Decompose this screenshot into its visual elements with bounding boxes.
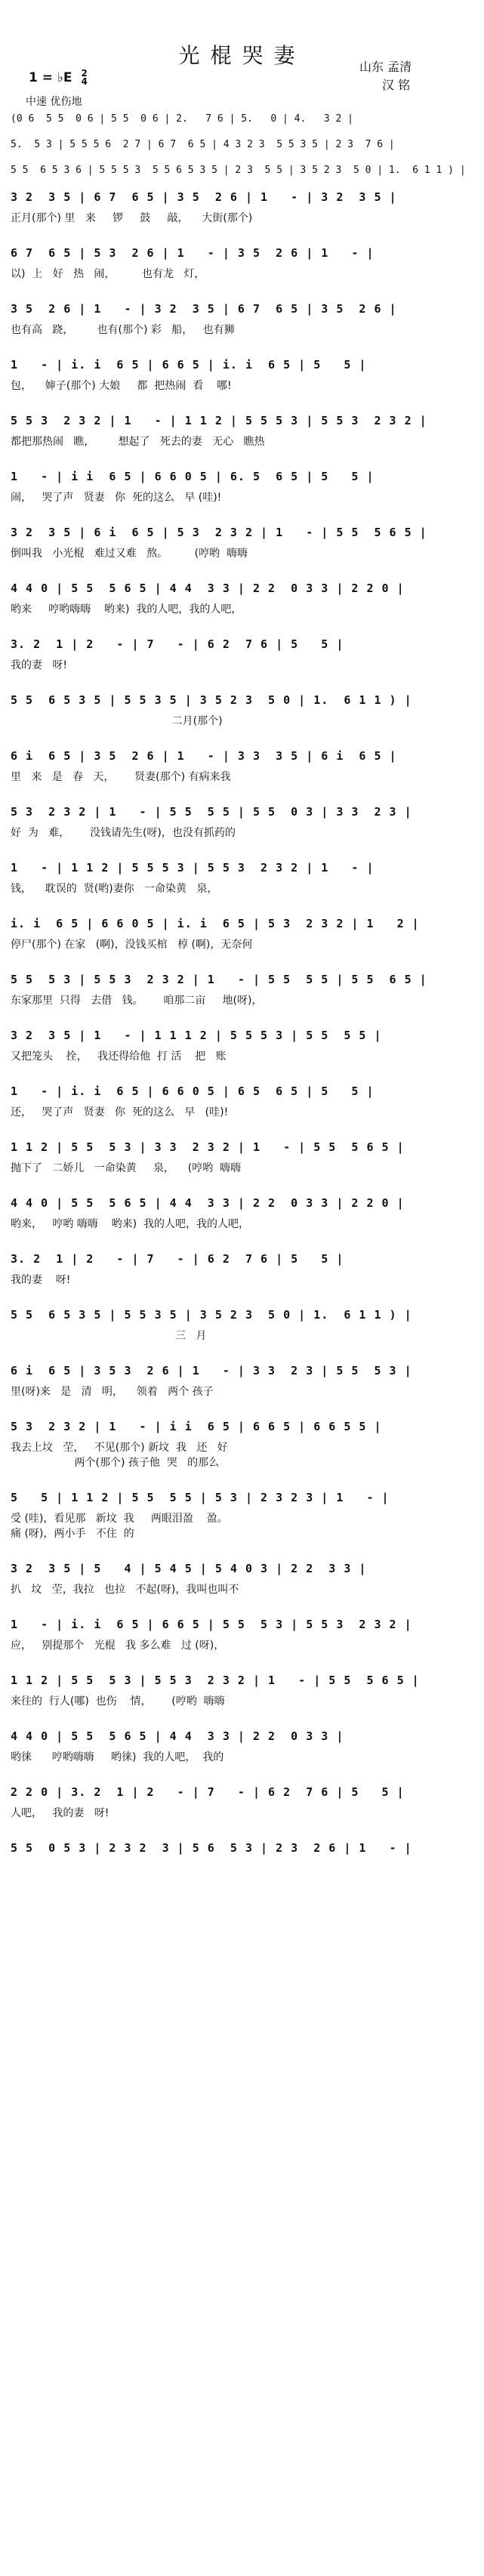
notation-row: 1 - | i i 6 5 | 6 6 0 5 | 6. 5 6 5 | 5 5 | xyxy=(11,470,375,483)
song-title: 光棍哭妻 xyxy=(178,43,306,68)
notation-row: 1 - | i. i 6 5 | 6 6 5 | 5 5 5 3 | 5 5 3 2 3 2 | xyxy=(11,1618,412,1631)
lyric-row: 受 (哇)，看见那 新坟 我 两眼泪盈 盈。 痛 (呀)，两小手 不住 的 xyxy=(11,1513,228,1540)
lyric-row: 人吧， 我的妻 呀! xyxy=(11,1807,109,1819)
notation-row: 5 5 3 2 3 2 | 1 - | 1 1 2 | 5 5 5 3 | 5 5 3 2 3 2 | xyxy=(11,414,427,427)
notation-row: 5 5 5 3 | 5 5 3 2 3 2 | 1 - | 5 5 5 5 | 5 5 6 5 | xyxy=(11,973,427,986)
key-signature xyxy=(29,69,88,86)
notation-row: 5 5 | 1 1 2 | 5 5 5 5 | 5 3 | 2 3 2 3 | 1 - | xyxy=(11,1491,390,1504)
time-signature xyxy=(81,69,87,86)
tempo-marking: 中速 优伤地 xyxy=(26,96,82,108)
notation-row: 4 4 0 | 5 5 5 6 5 | 4 4 3 3 | 2 2 0 3 3 | 2 2 0 | xyxy=(11,582,405,595)
notation-row: 5 3 2 3 2 | 1 - | i i 6 5 | 6 6 5 | 6 6 5 5 | xyxy=(11,1420,382,1433)
lyric-row: 钱， 耽误的 贤(哟)妻你 一命染黄 泉， xyxy=(11,883,218,895)
lyric-row: 里(呀)来 是 清 明， 领着 两个 孩子 xyxy=(11,1386,214,1398)
notation-row: 3 2 3 5 | 5 4 | 5 4 5 | 5 4 0 3 | 2 2 3 3 | xyxy=(11,1562,367,1575)
notation-row: 5 5 0 5 3 | 2 3 2 3 | 5 6 5 3 | 2 3 2 6 | 1 - | xyxy=(11,1841,412,1855)
lyric-row: 又把笼头 拴， 我还得给他 打 活 把 账 xyxy=(11,1050,227,1063)
author-credit: 汉 铭 xyxy=(382,78,411,92)
lyric-row: 二月(那个) xyxy=(11,715,223,727)
lyric-row: 哟来 哼哟嗨嗨 哟来) 我的人吧，我的人吧， xyxy=(11,603,242,615)
lyric-row: 应， 别提那个 光棍 我 多么难 过 (呀)， xyxy=(11,1640,225,1652)
lyric-row: 哟徕 哼哟嗨嗨 哟徕) 我的人吧， 我的 xyxy=(11,1751,224,1763)
notation-row: 5 5 6 5 3 5 | 5 5 3 5 | 3 5 2 3 5 0 | 1. 6 1 1 ) | xyxy=(11,693,412,707)
lyric-row: 闹， 哭了声 贤妻 你 死的这么 早 (哇)! xyxy=(11,492,222,504)
notation-row: i. i 6 5 | 6 6 0 5 | i. i 6 5 | 5 3 2 3 2 | 1 2 | xyxy=(11,917,420,930)
notation-row: 3. 2 1 | 2 - | 7 - | 6 2 7 6 | 5 5 | xyxy=(11,637,344,651)
notation-row: 6 i 6 5 | 3 5 3 2 6 | 1 - | 3 3 2 3 | 5 5 5 3 | xyxy=(11,1364,412,1377)
key-label: 1 = ♭E xyxy=(29,70,72,85)
notation-row: 2 2 0 | 3. 2 1 | 2 - | 7 - | 6 2 7 6 | 5 5 | xyxy=(11,1785,405,1799)
lyric-row: 倒叫我 小光棍 难过又难 熬。 (哼哟 嗨嗨 xyxy=(11,548,248,560)
notation-row: 3. 2 1 | 2 - | 7 - | 6 2 7 6 | 5 5 | xyxy=(11,1252,344,1266)
lyric-row: 还， 哭了声 贤妻 你 死的这么 早 (哇)! xyxy=(11,1106,229,1118)
lyric-row: 包， 婶子(那个) 大娘 都 把热闹 看 哪! xyxy=(11,380,232,392)
lyric-row: 都把那热闹 瞧， 想起了 死去的妻 无心 瞧热 xyxy=(11,436,265,448)
lyric-row: 也有高 跷， 也有(那个) 彩 船， 也有狮 xyxy=(11,324,235,336)
lyric-row: 来往的 行人(哪) 也伤 情， (哼哟 嗨嗨 xyxy=(11,1695,225,1708)
lyric-row: 东家那里 只得 去借 钱。 咱那二亩 地(呀)， xyxy=(11,995,263,1007)
lyric-row: 我去上坟 茔， 不见(那个) 新坟 我 还 好 两个(那个) 孩子他 哭 的那么 xyxy=(11,1442,228,1469)
lyric-row: 正月(那个) 里 来 锣 鼓 敲， 大街(那个) xyxy=(11,212,253,224)
lyric-row: 哟来， 哼哟 嗨嗨 哟来) 我的人吧，我的人吧， xyxy=(11,1218,249,1230)
lyric-row: 以) 上 好 热 闹， 也有龙 灯， xyxy=(11,268,205,280)
notation-row: 4 4 0 | 5 5 5 6 5 | 4 4 3 3 | 2 2 0 3 3 | xyxy=(11,1729,344,1743)
notation-row: 3 2 3 5 | 6 7 6 5 | 3 5 2 6 | 1 - | 3 2 3 5 | xyxy=(11,190,397,204)
lyric-row: 里 来 是 春 天， 贤妻(那个) 有病来我 xyxy=(11,771,231,783)
lyric-row: 扒 坟 茔，我拉 也拉 不起(呀)，我叫也叫不 xyxy=(11,1584,239,1596)
lyric-row: 三 月 xyxy=(11,1330,207,1342)
lyric-row: 好 为 难， 没钱请先生(呀)，也没有抓药的 xyxy=(11,827,236,839)
notation-row: 1 - | 1 1 2 | 5 5 5 3 | 5 5 3 2 3 2 | 1 - | xyxy=(11,861,375,875)
notation-row: 3 2 3 5 | 1 - | 1 1 1 2 | 5 5 5 3 | 5 5 5 5 | xyxy=(11,1029,382,1042)
notation-row: 3 5 2 6 | 1 - | 3 2 3 5 | 6 7 6 5 | 3 5 2 6 | xyxy=(11,302,397,316)
notation-row: 4 4 0 | 5 5 5 6 5 | 4 4 3 3 | 2 2 0 3 3 | 2 2 0 | xyxy=(11,1196,405,1210)
notation-row: 5. 5 3 | 5 5 5 6 2 7 | 6 7 6 5 | 4 3 2 3 5 5 3 5 | 2 3 7 6 | xyxy=(11,139,395,150)
lyric-row: 我的妻 呀! xyxy=(11,659,67,671)
notation-row: 3 2 3 5 | 6 i 6 5 | 5 3 2 3 2 | 1 - | 5 5 5 6 5 | xyxy=(11,526,427,539)
notation-row: 1 1 2 | 5 5 5 3 | 3 3 2 3 2 | 1 - | 5 5 5 6 5 | xyxy=(11,1140,405,1154)
notation-row: 5 3 2 3 2 | 1 - | 5 5 5 5 | 5 5 0 3 | 3 3 2 3 | xyxy=(11,805,412,819)
meter-bottom: 4 xyxy=(81,76,88,87)
notation-row: 6 i 6 5 | 3 5 2 6 | 1 - | 3 3 3 5 | 6 i 6 5 | xyxy=(11,749,397,763)
lyric-row: 停尸(那个) 在家 (啊)，没钱买棺 椁 (啊)，无奈何 xyxy=(11,939,253,951)
notation-row: 1 - | i. i 6 5 | 6 6 0 5 | 6 5 6 5 | 5 5 | xyxy=(11,1084,375,1098)
source-credit: 山东 孟清 xyxy=(359,60,412,74)
notation-row: (0 6 5 5 0 6 | 5 5 0 6 | 2. 7 6 | 5. 0 | 4. 3 2 | xyxy=(11,113,353,125)
notation-row: 5 5 6 5 3 5 | 5 5 3 5 | 3 5 2 3 5 0 | 1. 6 1 1 ) | xyxy=(11,1308,412,1322)
notation-row: 5 5 6 5 3 6 | 5 5 5 3 5 5 6 5 3 5 | 2 3 5 5 | 3 5 2 3 5 0 | 1. 6 1 1 ) | xyxy=(11,165,466,176)
lyric-row: 我的妻 呀! xyxy=(11,1274,71,1286)
notation-row: 1 - | i. i 6 5 | 6 6 5 | i. i 6 5 | 5 5 | xyxy=(11,358,367,372)
notation-row: 6 7 6 5 | 5 3 2 6 | 1 - | 3 5 2 6 | 1 - | xyxy=(11,246,375,260)
lyric-row: 抛下了 二娇儿 一命染黄 泉， (哼哟 嗨嗨 xyxy=(11,1162,242,1174)
meter-top: 2 xyxy=(81,68,88,79)
notation-row: 1 1 2 | 5 5 5 3 | 5 5 3 2 3 2 | 1 - | 5 5 5 6 5 | xyxy=(11,1674,420,1687)
